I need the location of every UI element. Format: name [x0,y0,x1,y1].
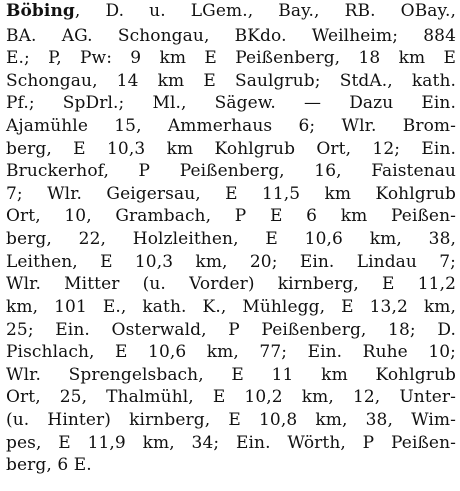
entry-line: Pf.; SpDrl.; Ml., Sägew. — Dazu Ein. [6,93,456,113]
entry-line: Ort, 10, Grambach, P E 6 km Peißen- [6,206,456,226]
entry-line: (u. Hinter) kirnberg, E 10,8 km, 38, Wim- [6,410,456,430]
entry-line: Böbing, D. u. LGem., Bay., RB. OBay., [6,1,456,21]
entry-line: Schongau, 14 km E Saulgrub; StdA., kath. [6,71,456,91]
entry-line: Pischlach, E 10,6 km, 77; Ein. Ruhe 10; [6,342,456,362]
entry-line: E.; P, Pw: 9 km E Peißenberg, 18 km E [6,48,456,68]
entry-line: Leithen, E 10,3 km, 20; Ein. Lindau 7; [6,252,456,272]
entry-line: Wlr. Mitter (u. Vorder) kirnberg, E 11,2 [6,274,456,294]
entry-line: km, 101 E., kath. K., Mühlegg, E 13,2 km, [6,297,456,317]
entry-line: berg, 6 E. [6,455,92,475]
entry-line: berg, E 10,3 km Kohlgrub Ort, 12; Ein. [6,139,456,159]
entry-headword: Böbing [6,1,75,21]
entry-line: pes, E 11,9 km, 34; Ein. Wörth, P Peißen- [6,433,456,453]
entry-line: Bruckerhof, P Peißenberg, 16, Faistenau [6,161,456,181]
entry-line: berg, 22, Holzleithen, E 10,6 km, 38, [6,229,456,249]
entry-line: Wlr. Sprengelsbach, E 11 km Kohlgrub [6,365,456,385]
entry-line: 25; Ein. Osterwald, P Peißenberg, 18; D. [6,320,456,340]
entry-line: 7; Wlr. Geigersau, E 11,5 km Kohlgrub [6,184,456,204]
entry-line: BA. AG. Schongau, BKdo. Weilheim; 884 [6,26,456,46]
entry-line: Ajamühle 15, Ammerhaus 6; Wlr. Brom- [6,116,456,136]
entry-line: Ort, 25, Thalmühl, E 10,2 km, 12, Unter- [6,387,456,407]
